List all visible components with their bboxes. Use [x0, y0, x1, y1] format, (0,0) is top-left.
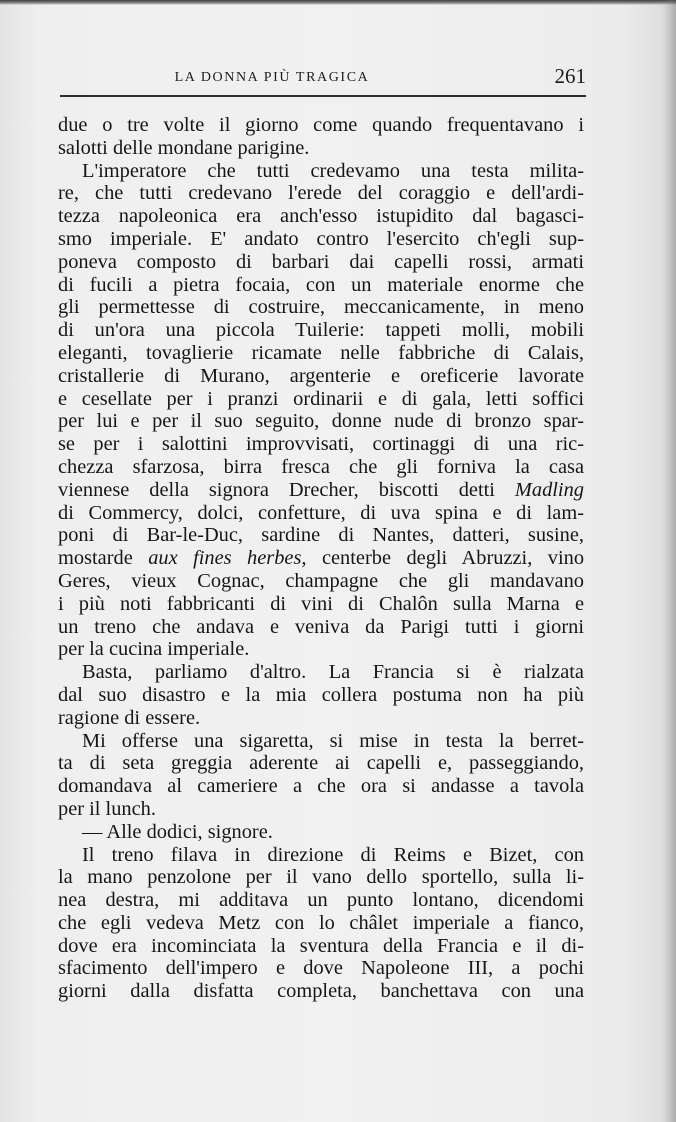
text-line-segment: viennese della signora Drecher, biscotti detti [58, 478, 515, 501]
page-right-edge [662, 0, 676, 1122]
text-line: Il treno filava in direzione di Reims e Bizet, con [82, 843, 584, 866]
text-line: che egli vedeva Metz con lo châlet imperiale a fianco, [58, 911, 584, 934]
text-line: eleganti, tovaglierie ricamate nelle fabbriche di Calais, [58, 341, 584, 364]
text-line: smo imperiale. E' andato contro l'esercito ch'egli sup- [58, 227, 584, 250]
text-line: gli permettesse di costruire, meccanicamente, in meno [58, 296, 584, 319]
text-line: se per i salottini improvvisati, cortinaggi di una ric- [58, 433, 584, 456]
text-line: dove era incominciata la sventura della Francia e il di- [58, 934, 584, 957]
text-line: giorni dalla disfatta completa, banchettava con una [58, 980, 584, 1003]
text-line-segment: centerbe degli Abruzzi, vino [306, 547, 585, 570]
text-line: nea destra, mi additava un punto lontano, dicendomi [58, 889, 584, 912]
text-line: re, che tutti credevano l'erede del coraggio e dell'ardi- [58, 182, 584, 205]
text-line: cristallerie di Murano, argenterie e oreficerie lavorate [58, 364, 584, 387]
text-line-segment: mostarde [58, 547, 149, 570]
text-line: ragione di essere. [58, 706, 201, 729]
text-line: poneva composto di barbari dai capelli rossi, armati [58, 250, 584, 273]
text-line: per il lunch. [58, 797, 156, 820]
text-line [58, 479, 584, 502]
italic-word-madling: Madling [514, 478, 584, 501]
text-line: Basta, parliamo d'altro. La Francia si è rialzata [82, 661, 584, 684]
text-line: — Alle dodici, signore. [82, 820, 273, 843]
text-line: ta di seta greggia aderente ai capelli e, passeggiando, [58, 752, 584, 775]
text-line: un treno che andava e veniva da Parigi tutti i giorni [58, 615, 584, 638]
text-line: di un'ora una piccola Tuilerie: tappeti molli, mobili [58, 319, 584, 342]
text-line: salotti delle mondane parigine. [58, 136, 310, 159]
page-top-edge [0, 0, 676, 5]
text-line: dal suo disastro e la mia collera postuma non ha più [58, 683, 584, 706]
text-line: domandava al cameriere a che ora si andasse a tavola [58, 775, 584, 798]
text-line: di Commercy, dolci, confetture, di uva spina e di lam- [58, 501, 584, 524]
running-head [60, 64, 586, 96]
text-line: tezza napoleonica era anch'esso istupidito dal bagasci- [58, 205, 584, 228]
text-line: e cesellate per i pranzi ordinarii e di gala, letti soffici [58, 387, 584, 410]
text-line: L'imperatore che tutti credevamo una testa milita- [82, 159, 584, 182]
text-line [58, 547, 584, 570]
running-title: LA DONNA PIÙ TRAGICA [174, 70, 370, 85]
text-line: poni di Bar-le-Duc, sardine di Nantes, datteri, susine, [58, 524, 584, 547]
text-line: Geres, vieux Cognac, champagne che gli mandavano [58, 569, 584, 592]
text-line: due o tre volte il giorno come quando frequentavano i [58, 114, 584, 136]
text-line: Mi offerse una sigaretta, si mise in testa la berret- [82, 729, 584, 752]
text-line: per la cucina imperiale. [58, 638, 250, 661]
italic-phrase-aux-fines-herbes: aux fines herbes, [148, 547, 307, 570]
text-line: per lui e per il suo seguito, donne nude di bronzo spar- [58, 410, 584, 433]
text-line: sfacimento dell'impero e dove Napoleone III, a pochi [58, 957, 584, 980]
page-number: 261 [554, 64, 586, 88]
text-body [58, 114, 584, 1003]
header-rule [60, 95, 586, 97]
text-line: i più noti fabbricanti di vini di Chalôn sulla Marna e [58, 592, 584, 615]
text-line: la mano penzolone per il vano dello sportello, sulla li- [58, 866, 584, 889]
text-line: di fucili a pietra focaia, con un materiale enorme che [58, 273, 584, 296]
text-line: chezza sfarzosa, birra fresca che gli forniva la casa [58, 455, 584, 478]
